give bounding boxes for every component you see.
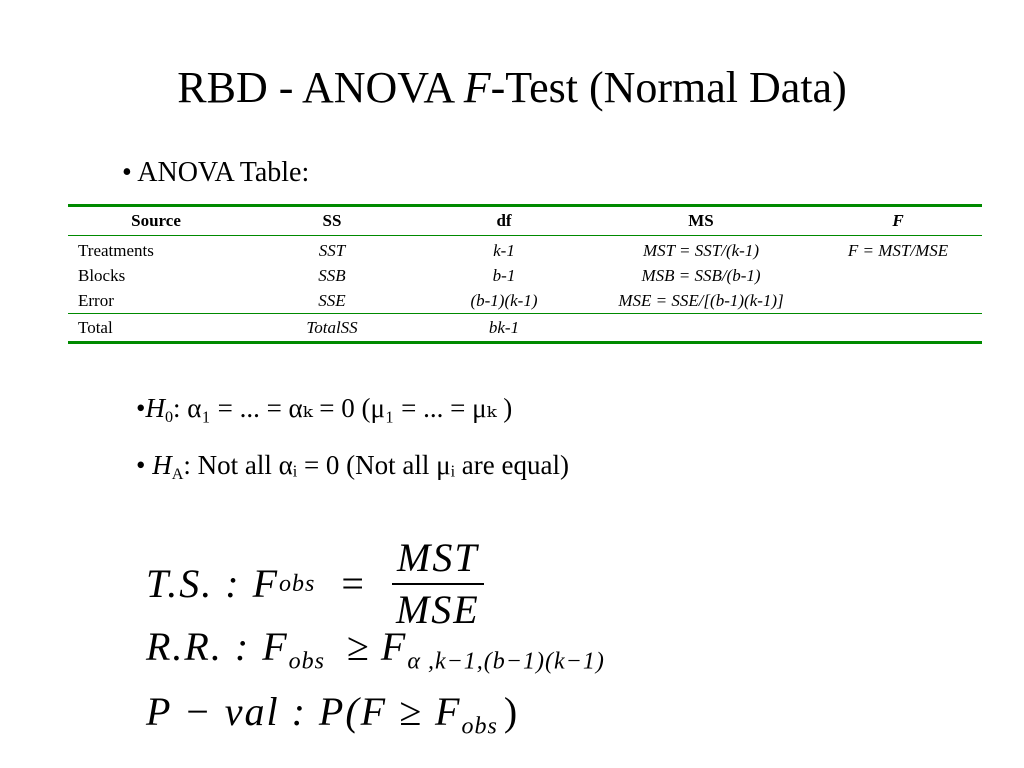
cell-f [814, 263, 982, 288]
cell-f [814, 288, 982, 314]
ha-symbol: H [152, 450, 172, 480]
cell-ms: MST = SST/(k-1) [643, 240, 759, 260]
null-hypothesis: $•H_0$: α₁ = ... = αₖ = 0 (μ₁ = ... = μₖ ) [136, 393, 513, 426]
cell-ss: SSE [318, 290, 346, 310]
anova-table-bullet: • ANOVA Table: [122, 157, 310, 188]
cell-ms: MSE = SSE/[(b-1)(k-1)] [618, 290, 784, 310]
cell-df: k-1 [493, 240, 515, 260]
slide-title [0, 60, 1024, 116]
rejection-region-formula: R.R. : $F_{obs} \ge F_{\alpha ,k-1,(b-1)(k-1)}$ [146, 624, 605, 675]
cell-source: Blocks [78, 265, 126, 285]
h0-symbol: H [145, 393, 165, 423]
anova-table [68, 204, 982, 344]
cell-ss: SST [318, 240, 346, 260]
cell-df: b-1 [492, 265, 516, 285]
p-value-formula: P − val : $P(F \ge F_{obs}$ ) [146, 689, 520, 740]
test-statistic-formula: T.S. : Fobs = $\frac{\text{MST}}{\text{MSE}}$ [146, 537, 484, 631]
header-ss: SS [244, 206, 420, 236]
cell-ms [588, 314, 814, 343]
cell-ss: SSB [318, 265, 346, 285]
title-suffix: -Test (Normal Data) [490, 63, 847, 112]
table-row-blocks [68, 263, 982, 288]
cell-source: Error [78, 290, 114, 310]
header-ms: MS [588, 206, 814, 236]
header-f: F [814, 206, 982, 236]
title-italic-f: F [463, 63, 491, 112]
alternative-hypothesis: • $H_A$: Not all αᵢ = 0 (Not all μᵢ are equal) [136, 450, 569, 483]
fraction-numerator: MST [392, 537, 484, 585]
h0-subscript: 0 [164, 407, 174, 426]
cell-ms: MSB = SSB/(b-1) [641, 265, 761, 285]
cell-source: Treatments [78, 240, 154, 260]
cell-df: (b-1)(k-1) [470, 290, 538, 310]
fraction-denominator: MSE [395, 587, 480, 632]
ha-statement: : Not all αᵢ = 0 (Not all μᵢ are equal) [183, 450, 569, 480]
cell-f: F = MST/MSE [847, 240, 949, 260]
h0-statement: : α₁ = ... = αₖ = 0 (μ₁ = ... = μₖ ) [173, 393, 513, 423]
cell-ss: TotalSS [244, 314, 420, 343]
header-source: Source [68, 206, 244, 236]
cell-df: bk-1 [420, 314, 588, 343]
header-df: df [420, 206, 588, 236]
cell-f [814, 314, 982, 343]
title-prefix: RBD - ANOVA [177, 63, 464, 112]
fraction [392, 537, 484, 631]
table-row-error [68, 288, 982, 314]
ha-subscript: A [171, 464, 184, 483]
table-row-treatments [68, 236, 982, 264]
table-row-total [68, 314, 982, 343]
table-header-row [68, 206, 982, 236]
cell-source: Total [68, 314, 244, 343]
